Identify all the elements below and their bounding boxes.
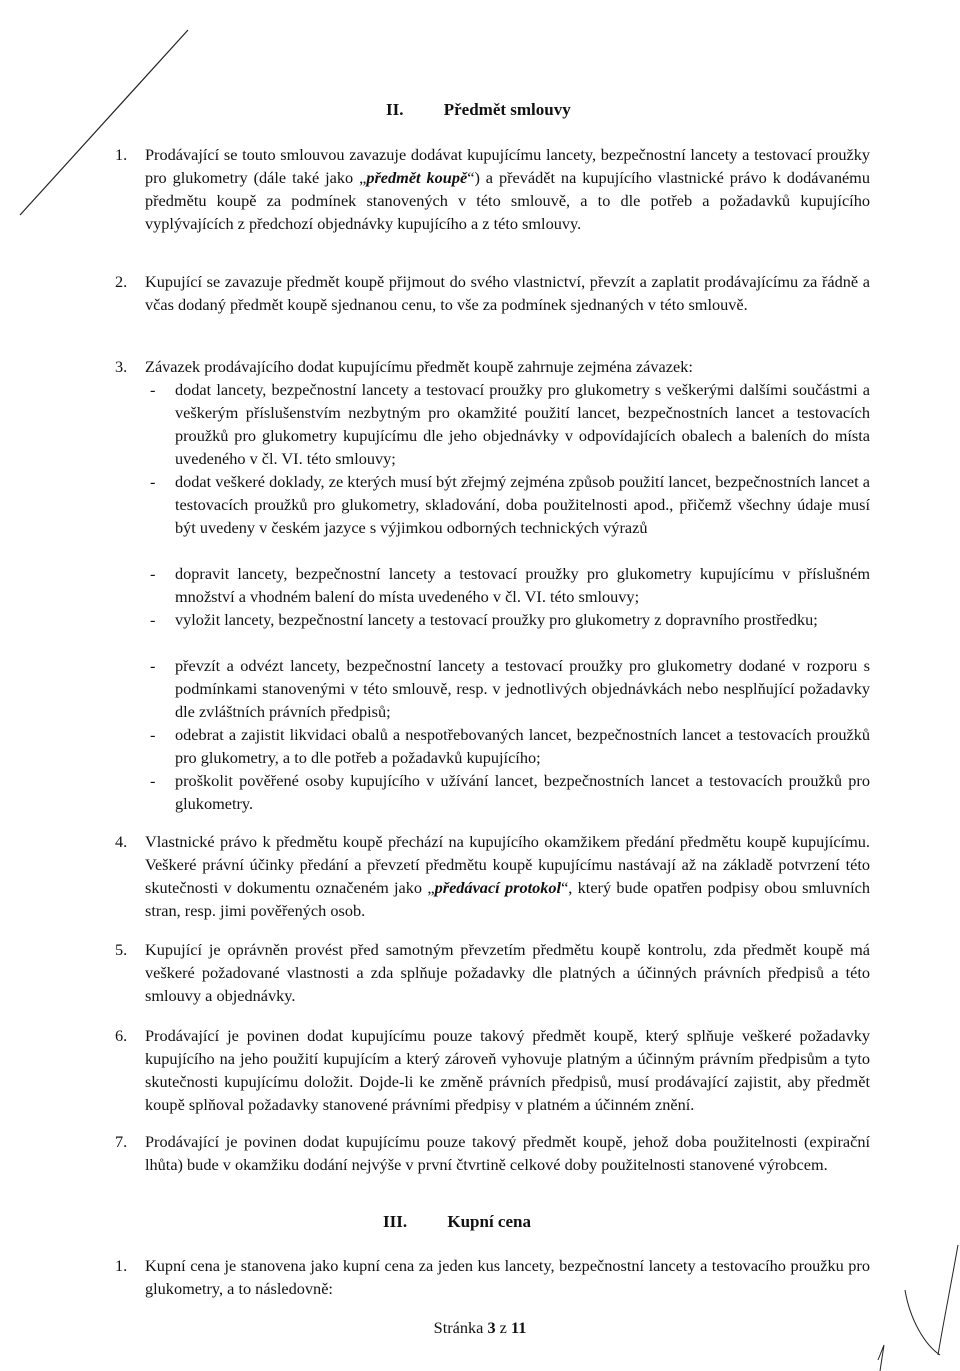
paragraph-item-2: Kupující se zavazuje předmět koupě přijmout do svého vlastnictví, převzít a zaplatit prodávajícímu za řádně a včas dodaný předmět koupě sjednanou cenu, to vše za podmínek sjednaných v této smlouvě. xyxy=(145,272,870,314)
bullet-text: vyložit lancety, bezpečnostní lancety a testovací proužky pro glukometry z dopravního prostředku; xyxy=(175,610,818,629)
paragraph-item-5: Kupující je oprávněn provést před samotným převzetím předmětu koupě kontrolu, zda předmět koupě má veškeré požadované vlastnosti a zda splňuje požadavky dle platných a účinných právních předpisů a této smlouvy a objednávky. xyxy=(145,940,870,1005)
dash-marker: - xyxy=(150,771,156,790)
page-total: 11 xyxy=(510,1318,527,1337)
bullet-text: proškolit pověřené osoby kupujícího v užívání lancet, bezpečnostních lancet a testovacích proužků pro glukometry. xyxy=(175,771,870,813)
emphasis-term: předmět koupě xyxy=(366,168,468,187)
bullet-text: dodat veškeré doklady, ze kterých musí být zřejmý zejména způsob použití lancet, bezpečnostních lancet a testovacích proužků pro glukometry, skladování, doba použitelnosti apod., přičemž všechny údaje musí být uvedeny v českém jazyce s výjimkou odborných technických výrazů xyxy=(175,472,870,537)
dash-marker: - xyxy=(150,610,156,629)
emphasis-term: předávací protokol xyxy=(434,878,562,897)
item-number: 3. xyxy=(115,357,128,376)
dash-marker: - xyxy=(150,380,156,399)
item-number: 1. xyxy=(115,1256,128,1275)
section-heading-ii xyxy=(386,100,571,120)
paragraph-item-6: Prodávající je povinen dodat kupujícímu pouze takový předmět koupě, který splňuje veškeré požadavky kupujícího na jeho použití kupujícím a který zároveň vyhovuje platným a účinným právním předpisům a tyto skutečnosti kupujícímu doložit. Dojde-li ke změně právních předpisů, musí prodávající zajistit, aby předmět koupě splňoval požadavky stanovené právními předpisy v platném a účinném znění. xyxy=(145,1026,870,1114)
text-part: “) a převádět na kupujícího vlastnické právo k dodávanému předmětu koupě za podmínek stanovených v této smlouvě, a to dle potřeb a požadavků kupujícího vyplývajících z předchozí objednávky kupujícího a z této smlouvy. xyxy=(145,168,870,233)
bullet-text: dopravit lancety, bezpečnostní lancety a testovací proužky pro glukometry kupujícímu v příslušném množství a vhodném balení do místa uvedeného v čl. VI. této smlouvy; xyxy=(175,564,870,606)
item-number: 6. xyxy=(115,1026,128,1045)
footer-prefix: Stránka xyxy=(433,1318,488,1337)
bullet-text: odebrat a zajistit likvidaci obalů a nespotřebovaných lancet, bezpečnostních lancet a testovacích proužků pro glukometry, a to dle potřeb a požadavků kupujícího; xyxy=(175,725,870,767)
dash-marker: - xyxy=(150,725,156,744)
item-number: 2. xyxy=(115,272,128,291)
text-part: Vlastnické právo k předmětu koupě přechází na kupujícího okamžikem předání předmětu koupě kupujícímu. Veškeré právní účinky předání a převzetí předmětu koupě kupujícímu nastávají až na základě potvrzení této skutečnosti v dokumentu označeném jako „ xyxy=(145,832,870,897)
text-part: Prodávající se touto smlouvou zavazuje dodávat kupujícímu lancety, bezpečnostní lancety a testovací proužky pro glukometry (dále také jako „ xyxy=(145,145,870,187)
page-footer xyxy=(0,1318,960,1338)
paragraph-item-1 xyxy=(145,143,870,235)
paragraph-item-3: Závazek prodávajícího dodat kupujícímu předmět koupě zahrnuje zejména závazek: xyxy=(145,357,693,376)
item-number: 1. xyxy=(115,145,128,164)
dash-marker: - xyxy=(150,564,156,583)
footer-separator: z xyxy=(495,1318,511,1337)
section-heading-iii xyxy=(383,1212,531,1232)
paragraph-item-4 xyxy=(145,830,870,922)
section-number: II. xyxy=(386,100,404,119)
dash-marker: - xyxy=(150,472,156,491)
section-title: Kupní cena xyxy=(447,1212,531,1231)
section-title: Předmět smlouvy xyxy=(443,100,571,119)
text-part: “, který bude opatřen podpisy obou smluvních stran, resp. jimi pověřených osob. xyxy=(145,878,870,920)
bullet-text: převzít a odvézt lancety, bezpečnostní lancety a testovací proužky pro glukometry dodané v rozporu s podmínkami stanovenými v této smlouvě, resp. v jednotlivých objednávkách nebo nesplňující požadavky dle zvláštních právních předpisů; xyxy=(175,656,870,721)
section-number: III. xyxy=(383,1212,408,1231)
item-number: 4. xyxy=(115,832,128,851)
page-number: 3 xyxy=(487,1318,496,1337)
item-number: 5. xyxy=(115,940,128,959)
paragraph-iii-item-1: Kupní cena je stanovena jako kupní cena za jeden kus lancety, bezpečnostní lancety a testovacího proužku pro glukometry, a to následovně: xyxy=(145,1256,870,1298)
dash-marker: - xyxy=(150,656,156,675)
paragraph-item-7: Prodávající je povinen dodat kupujícímu pouze takový předmět koupě, jehož doba použitelnosti (expirační lhůta) bude v okamžiku dodání nejvýše v první čtvrtině celkové doby použitelnosti stanovené výrobcem. xyxy=(145,1132,870,1174)
bullet-text: dodat lancety, bezpečnostní lancety a testovací proužky pro glukometry s veškerými dalšími součástmi a veškerým příslušenstvím nezbytným pro okamžité použití lancet, bezpečnostních lancet a testovacích proužků pro glukometry kupujícímu dle jeho objednávky v odpovídajících obalech a baleních do místa uvedeného v čl. VI. této smlouvy; xyxy=(175,380,870,468)
item-number: 7. xyxy=(115,1132,128,1151)
